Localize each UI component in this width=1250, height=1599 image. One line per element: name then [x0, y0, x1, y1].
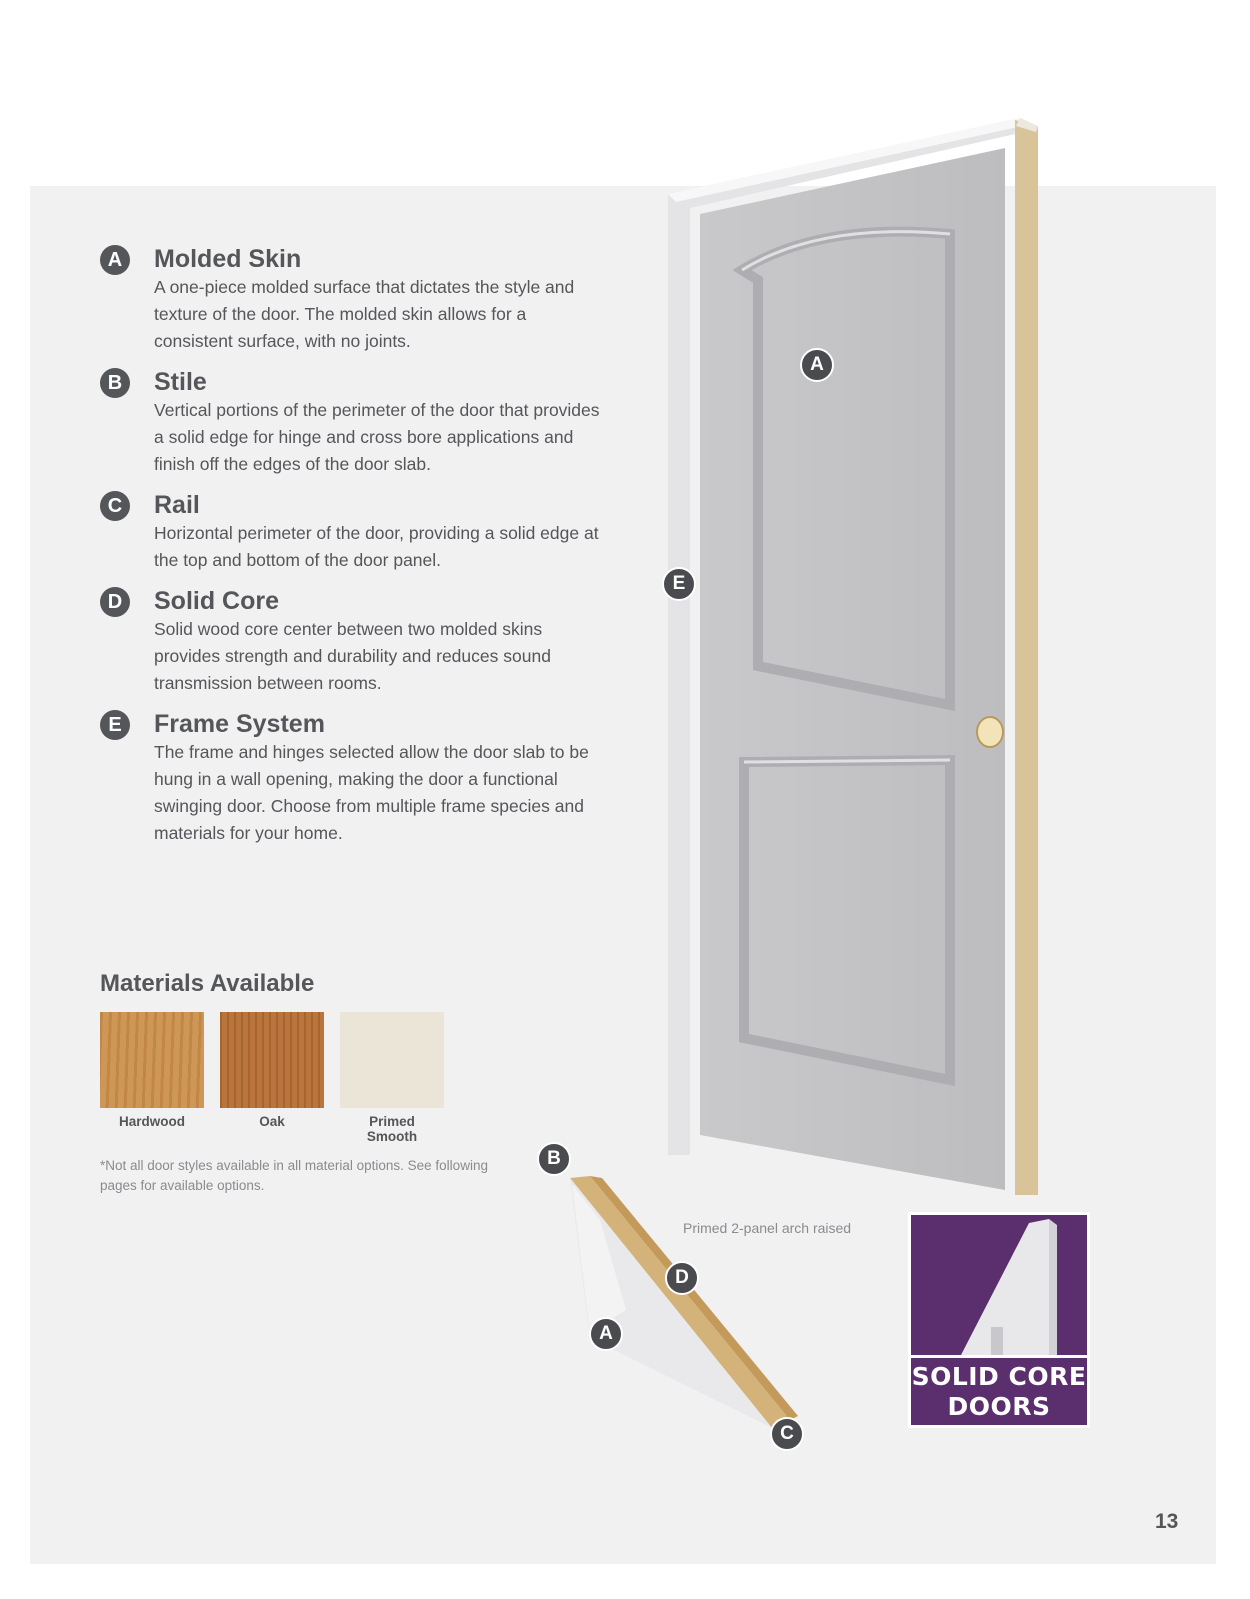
feature-title: Molded Skin — [154, 245, 302, 273]
feature-solid-core — [100, 586, 600, 697]
door-callout-e: E — [662, 567, 696, 601]
feature-description: A one-piece molded surface that dictates the style and texture of the door. The molded skin allows for a consistent surface, with no joints. — [154, 277, 575, 351]
section-callout-c: C — [770, 1417, 804, 1451]
feature-molded-skin — [100, 244, 600, 355]
feature-description: Horizontal perimeter of the door, providing a solid edge at the top and bottom of the door panel. — [154, 523, 599, 570]
feature-title: Stile — [154, 368, 207, 396]
logo-line-1: SOLID CORE — [911, 1362, 1087, 1391]
page-number: 13 — [1155, 1510, 1179, 1533]
feature-letter-badge: D — [100, 587, 130, 617]
feature-description: Vertical portions of the perimeter of the door that provides a solid edge for hinge and cross bore applications and finish off the edges of the door slab. — [154, 400, 600, 474]
door-cross-section-illustration — [560, 1160, 810, 1460]
feature-letter-badge: C — [100, 491, 130, 521]
logo-text — [911, 1358, 1087, 1425]
swatch-label: Primed Smooth — [366, 1114, 418, 1144]
section-callout-b: B — [537, 1142, 571, 1176]
solid-core-doors-logo — [908, 1212, 1090, 1428]
feature-description: Solid wood core center between two molded skins provides strength and durability and reduces sound transmission between rooms. — [154, 619, 551, 693]
material-swatches — [100, 1012, 460, 1144]
door-edge-icon — [911, 1215, 1087, 1355]
feature-letter-badge: E — [100, 710, 130, 740]
swatch-hardwood — [100, 1012, 204, 1144]
swatch-oak — [220, 1012, 324, 1144]
feature-rail — [100, 490, 600, 574]
swatch-primed-smooth-sample — [340, 1012, 444, 1108]
door-callout-a: A — [800, 348, 834, 382]
feature-description: The frame and hinges selected allow the door slab to be hung in a wall opening, making the door a functional swinging door. Choose from multiple frame species and materials for your home. — [154, 742, 589, 843]
feature-title: Frame System — [154, 710, 325, 738]
feature-letter-badge: B — [100, 368, 130, 398]
swatch-oak-sample — [220, 1012, 324, 1108]
feature-frame-system — [100, 709, 600, 847]
section-callout-a: A — [589, 1317, 623, 1351]
feature-title: Rail — [154, 491, 200, 519]
door-illustration — [660, 110, 1080, 1220]
materials-footnote: *Not all door styles available in all material options. See following pages for available options. — [100, 1158, 488, 1193]
materials-title: Materials Available — [100, 970, 315, 997]
logo-line-2: DOORS — [947, 1392, 1051, 1421]
swatch-label: Oak — [259, 1114, 285, 1129]
swatch-label: Hardwood — [119, 1114, 185, 1129]
feature-list — [100, 244, 600, 859]
swatch-hardwood-sample — [100, 1012, 204, 1108]
swatch-primed-smooth — [340, 1012, 444, 1144]
feature-title: Solid Core — [154, 587, 280, 615]
feature-stile — [100, 367, 600, 478]
feature-letter-badge: A — [100, 245, 130, 275]
door-caption: Primed 2-panel arch raised — [683, 1220, 852, 1236]
section-callout-d: D — [665, 1261, 699, 1295]
